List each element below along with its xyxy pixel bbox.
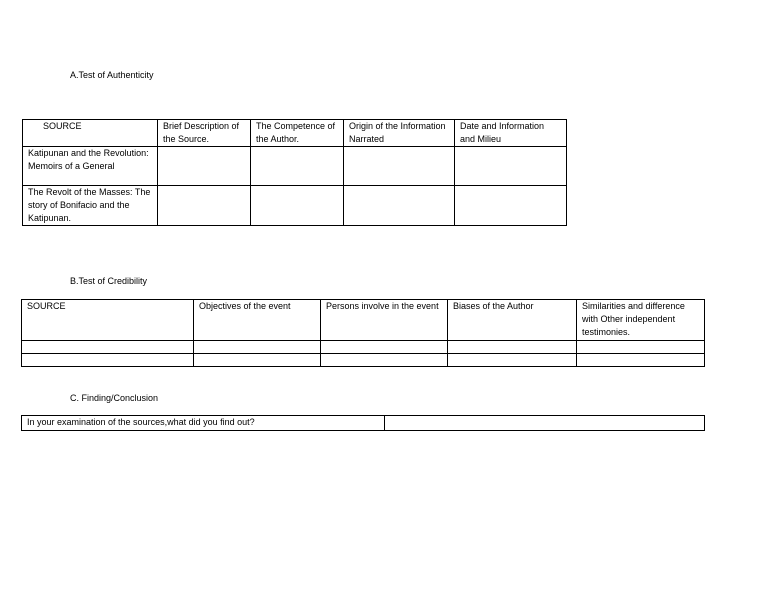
table-header-row bbox=[22, 300, 705, 341]
column-header-similarities: Similarities and difference with Other independent testimonies. bbox=[577, 300, 705, 341]
column-header-persons: Persons involve in the event bbox=[321, 300, 448, 341]
table-row bbox=[22, 416, 705, 431]
table-cell[interactable] bbox=[22, 341, 194, 354]
table-row bbox=[23, 147, 567, 186]
table-cell[interactable] bbox=[577, 341, 705, 354]
authenticity-heading: A.Test of Authenticity bbox=[70, 70, 154, 80]
table-cell[interactable] bbox=[251, 186, 344, 226]
table-cell[interactable] bbox=[158, 147, 251, 186]
table-header-row bbox=[23, 120, 567, 147]
table-cell[interactable] bbox=[448, 341, 577, 354]
table-cell[interactable] bbox=[455, 147, 567, 186]
credibility-table bbox=[21, 299, 705, 367]
table-cell[interactable] bbox=[344, 186, 455, 226]
column-header-origin: Origin of the Information Narrated bbox=[344, 120, 455, 147]
table-cell[interactable] bbox=[194, 354, 321, 367]
table-cell[interactable] bbox=[344, 147, 455, 186]
credibility-heading: B.Test of Credibility bbox=[70, 276, 148, 286]
table-cell[interactable] bbox=[577, 354, 705, 367]
table-cell[interactable] bbox=[251, 147, 344, 186]
column-header-date: Date and Information and Milieu bbox=[455, 120, 567, 147]
table-cell: Katipunan and the Revolution: Memoirs of a General bbox=[23, 147, 158, 186]
table-cell[interactable] bbox=[194, 341, 321, 354]
table-row bbox=[22, 341, 705, 354]
table-cell: The Revolt of the Masses: The story of Bonifacio and the Katipunan. bbox=[23, 186, 158, 226]
table-cell[interactable] bbox=[455, 186, 567, 226]
table-cell[interactable] bbox=[321, 354, 448, 367]
conclusion-answer-cell[interactable] bbox=[385, 416, 705, 431]
column-header-source: SOURCE bbox=[22, 300, 194, 341]
table-cell[interactable] bbox=[448, 354, 577, 367]
conclusion-question: In your examination of the sources,what did you find out? bbox=[22, 416, 385, 431]
authenticity-table bbox=[22, 119, 567, 226]
column-header-competence: The Competence of the Author. bbox=[251, 120, 344, 147]
table-cell[interactable] bbox=[321, 341, 448, 354]
table-row bbox=[22, 354, 705, 367]
column-header-biases: Biases of the Author bbox=[448, 300, 577, 341]
conclusion-heading: C. Finding/Conclusion bbox=[70, 393, 159, 403]
conclusion-table bbox=[21, 415, 705, 431]
table-cell[interactable] bbox=[158, 186, 251, 226]
column-header-objectives: Objectives of the event bbox=[194, 300, 321, 341]
table-row bbox=[23, 186, 567, 226]
column-header-description: Brief Description of the Source. bbox=[158, 120, 251, 147]
column-header-source: SOURCE bbox=[23, 120, 158, 147]
table-cell[interactable] bbox=[22, 354, 194, 367]
